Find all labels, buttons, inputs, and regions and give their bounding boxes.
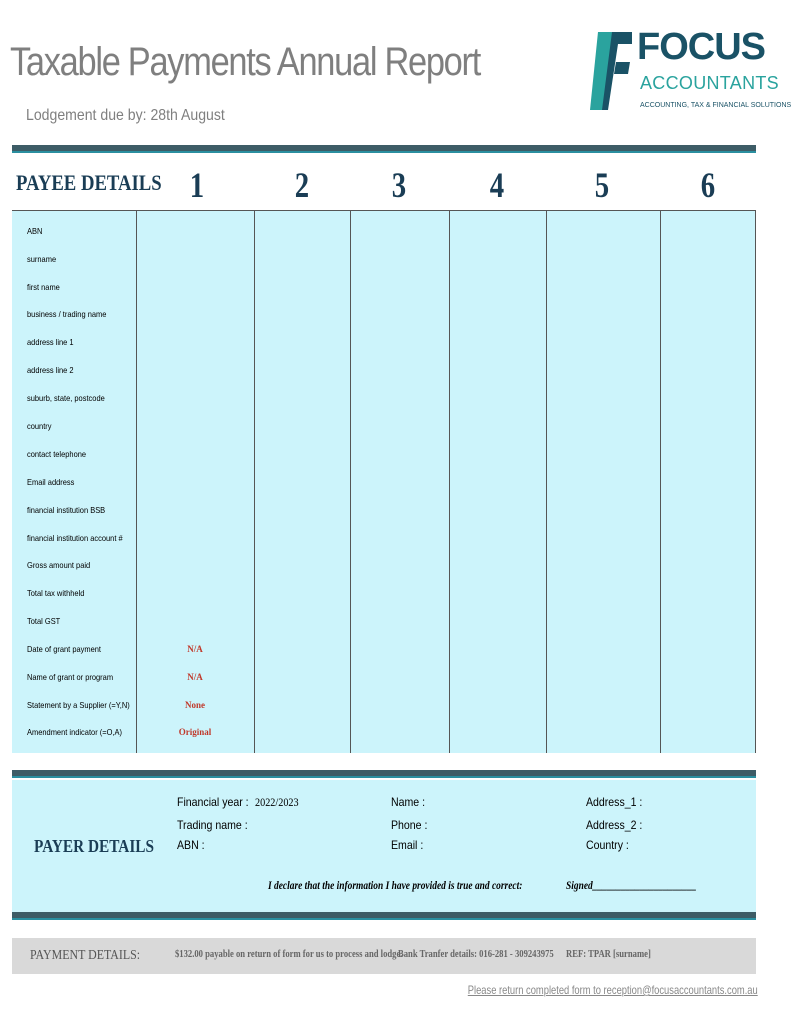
row-label-bsb: financial institution BSB [27, 505, 106, 515]
payer-section [12, 780, 756, 912]
row-label-address-1: address line 1 [27, 337, 74, 347]
row-label-tax-withheld: Total tax withheld [27, 588, 85, 598]
row-label-abn: ABN [27, 226, 43, 236]
return-instructions-link[interactable]: Please return completed form to reception@focusaccountants.com.au [468, 983, 758, 997]
declaration-text: I declare that the information I have provided is true and correct: [268, 880, 523, 892]
bank-transfer-text: Bank Tranfer details: 016-281 - 309243975 [398, 949, 554, 960]
column-divider [449, 211, 450, 753]
email-label: Email : [391, 838, 424, 852]
phone-label: Phone : [391, 818, 428, 832]
row-label-email: Email address [27, 477, 75, 487]
row-label-grant-name: Name of grant or program [27, 672, 114, 682]
column-divider [350, 211, 351, 753]
logo-accountants-text: ACCOUNTANTS [640, 73, 779, 93]
payment-details-bar [12, 938, 756, 974]
address-1-label: Address_1 : [586, 795, 643, 809]
top-divider [12, 145, 756, 151]
payment-details-label: PAYMENT DETAILS: [30, 948, 141, 963]
row-label-amendment: Amendment indicator (=O,A) [27, 727, 122, 737]
payer-details-title: PAYER DETAILS [34, 836, 155, 856]
column-divider [660, 211, 661, 753]
row-label-statement: Statement by a Supplier (=Y,N) [27, 700, 130, 710]
column-divider [546, 211, 547, 753]
column-divider [254, 211, 255, 753]
payer-top-divider [12, 770, 756, 776]
signature-line[interactable]: Signed______________________ [566, 880, 697, 892]
lodgement-due: Lodgement due by: 28th August [26, 107, 225, 124]
row-label-gross: Gross amount paid [27, 560, 91, 570]
financial-year-value[interactable]: 2022/2023 [255, 795, 299, 809]
row-label-surname: surname [27, 254, 57, 264]
country-label: Country : [586, 838, 629, 852]
trading-name-label: Trading name : [177, 818, 248, 832]
row-label-country: country [27, 421, 52, 431]
column-3-header: 3 [391, 165, 407, 205]
row-label-gst: Total GST [27, 616, 61, 626]
column-5-header: 5 [594, 165, 610, 205]
column-6-header: 6 [700, 165, 716, 205]
amendment-value[interactable]: Original [178, 727, 212, 737]
logo-tagline: ACCOUNTING, TAX & FINANCIAL SOLUTIONS [640, 102, 791, 109]
payment-ref-text: REF: TPAR [surname] [566, 949, 651, 960]
page-title: Taxable Payments Annual Report [10, 40, 480, 84]
row-label-business-name: business / trading name [27, 309, 107, 319]
address-2-label: Address_2 : [586, 818, 643, 832]
grant-name-value[interactable]: N/A [187, 672, 203, 682]
column-2-header: 2 [294, 165, 310, 205]
row-label-suburb: suburb, state, postcode [27, 393, 105, 403]
row-label-account: financial institution account # [27, 533, 123, 543]
payee-details-title: PAYEE DETAILS [16, 170, 162, 195]
abn-label: ABN : [177, 838, 205, 852]
row-label-grant-date: Date of grant payment [27, 644, 102, 654]
logo-focus-text: FOCUS [637, 26, 765, 68]
row-label-address-2: address line 2 [27, 365, 74, 375]
column-divider [755, 211, 756, 753]
column-1-header: 1 [189, 165, 205, 205]
statement-value[interactable]: None [185, 700, 205, 710]
logo-mark-icon [588, 28, 638, 114]
name-label: Name : [391, 795, 426, 809]
payee-grid [12, 210, 756, 753]
payee-header [12, 156, 756, 210]
row-label-telephone: contact telephone [27, 449, 87, 459]
focus-accountants-logo [588, 26, 791, 114]
column-4-header: 4 [489, 165, 505, 205]
row-label-first-name: first name [27, 282, 60, 292]
payer-bottom-divider [12, 912, 756, 918]
payment-fee-text: $132.00 payable on return of form for us to process and lodge. [175, 949, 403, 960]
grant-date-value[interactable]: N/A [187, 644, 203, 654]
financial-year-label: Financial year : [177, 795, 249, 809]
